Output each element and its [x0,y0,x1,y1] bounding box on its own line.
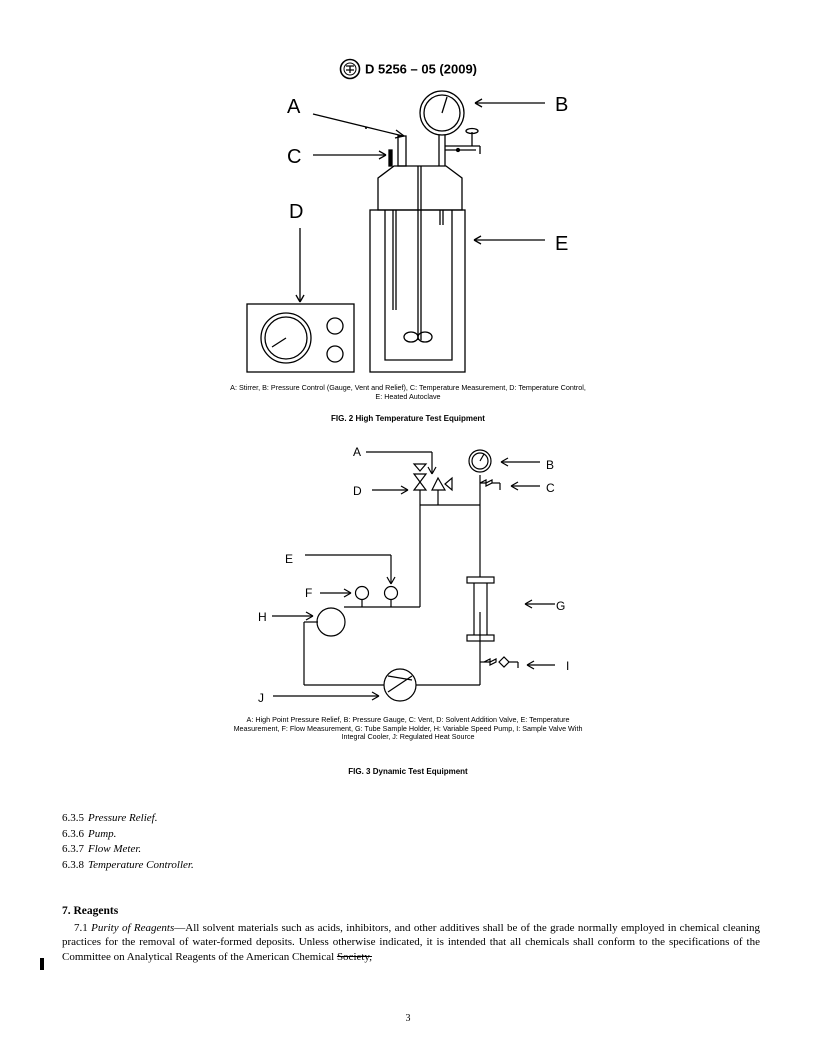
figure-3-title: FIG. 3 Dynamic Test Equipment [348,767,468,776]
list-item: 6.3.7 Flow Meter. [62,843,142,855]
figure-2-diagram [0,85,816,385]
fig3-label-e: E [285,552,294,566]
fig2-label-a: A [287,96,301,118]
figure-2-caption: A: Stirrer, B: Pressure Control (Gauge, Vent and Relief), C: Temperature Measurement, D: Temperature Control, E: Heated Autoclave [230,383,586,401]
astm-logo-icon [339,58,361,80]
subsection-list [62,811,194,873]
fig3-label-b: B [546,458,555,472]
page-header [0,58,816,80]
fig3-label-h: H [258,610,267,624]
fig2-label-d: D [289,201,304,223]
figure-2-title: FIG. 2 High Temperature Test Equipment [331,414,485,423]
figure-3-caption: A: High Point Pressure Relief, B: Pressure Gauge, C: Vent, D: Solvent Addition Valve, E: Temperature Measurement, F: Flow Measurement, G: Tube Sample Holder, H: Variable Speed Pump, I: Sample Valve With Integral Cooler, J: Regulated Heat Source [233,715,583,741]
page-number: 3 [405,1013,411,1024]
fig3-label-a: A [353,445,362,459]
fig3-label-d: D [353,484,362,498]
fig2-label-e: E [555,233,569,255]
fig3-label-j: J [258,691,264,705]
list-item: 6.3.6 Pump. [62,827,117,840]
section-heading: 7. Reagents [62,905,119,917]
fig2-label-c: C [287,146,302,168]
document-title: D 5256 – 05 (2009) [364,61,478,77]
fig3-label-g: G [556,599,566,613]
list-item: 6.3.8 Temperature Controller. [62,858,194,871]
fig3-label-f: F [305,586,313,600]
change-bar [40,958,44,970]
fig2-label-b: B [555,94,569,116]
fig3-label-i: I [566,659,570,673]
fig3-label-c: C [546,481,555,495]
figure-3-diagram [0,440,816,715]
paragraph-7-1: 7.1 Purity of Reagents—All solvent materials such as acids, inhibitors, and other additives shall be of the grade normally employed in chemical cleaning practices for the removal of water-formed deposits. Unless otherwise indicated, it is intended that all chemicals shall conform to the specifications of the Committee on Analytical Reagents of the American Chemical Society, [62,922,761,963]
list-item: 6.3.5 Pressure Relief. [62,812,158,824]
